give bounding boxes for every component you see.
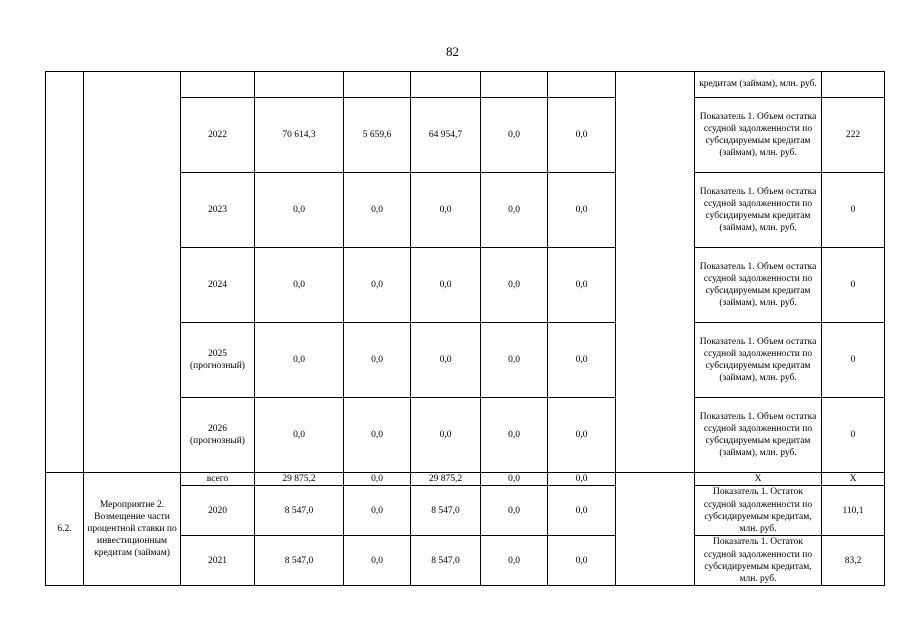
- source2-cell: [411, 72, 481, 98]
- executor-cell: [616, 473, 695, 586]
- indicator-cell: X: [695, 473, 822, 486]
- indicator-cell: Показатель 1. Остаток ссудной задолженности по субсидируемым кредитам, млн. руб.: [695, 536, 822, 586]
- source3-cell: [481, 72, 548, 98]
- source1-cell: 0,0: [344, 173, 411, 248]
- source4-cell: 0,0: [548, 98, 616, 173]
- source1-cell: 0,0: [344, 486, 411, 536]
- source1-cell: [344, 72, 411, 98]
- section-number-cell: 6.2.: [46, 473, 84, 586]
- indicator-cell: Показатель 1. Объем остатка ссудной задолженности по субсидируемым кредитам (займам), млн. руб.: [695, 323, 822, 398]
- indicator-value-cell: 0: [822, 323, 885, 398]
- total-cell: 70 614,3: [255, 98, 344, 173]
- indicator-value-cell: 83,2: [822, 536, 885, 586]
- source3-cell: 0,0: [481, 248, 548, 323]
- indicator-value-cell: 0: [822, 398, 885, 473]
- year-cell: 2020: [181, 486, 255, 536]
- source2-cell: 0,0: [411, 248, 481, 323]
- source4-cell: 0,0: [548, 536, 616, 586]
- executor-cell: [616, 72, 695, 473]
- source4-cell: 0,0: [548, 248, 616, 323]
- indicator-cell: Показатель 1. Объем остатка ссудной задолженности по субсидируемым кредитам (займам), млн. руб.: [695, 398, 822, 473]
- table-row: [46, 72, 885, 98]
- year-cell: 2023: [181, 173, 255, 248]
- indicator-cell: кредитам (займам), млн. руб.: [695, 72, 822, 98]
- total-cell: 0,0: [255, 323, 344, 398]
- source1-cell: 0,0: [344, 473, 411, 486]
- source4-cell: [548, 72, 616, 98]
- indicator-cell: Показатель 1. Остаток ссудной задолженности по субсидируемым кредитам, млн. руб.: [695, 486, 822, 536]
- year-cell: 2026 (прогнозный): [181, 398, 255, 473]
- source2-cell: 0,0: [411, 398, 481, 473]
- total-cell: 0,0: [255, 248, 344, 323]
- indicator-cell: Показатель 1. Объем остатка ссудной задолженности по субсидируемым кредитам (займам), млн. руб.: [695, 173, 822, 248]
- total-cell: 0,0: [255, 398, 344, 473]
- indicator-value-cell: 0: [822, 248, 885, 323]
- source2-cell: 0,0: [411, 173, 481, 248]
- source3-cell: 0,0: [481, 486, 548, 536]
- source4-cell: 0,0: [548, 398, 616, 473]
- indicator-value-cell: [822, 72, 885, 98]
- source3-cell: 0,0: [481, 473, 548, 486]
- indicator-cell: Показатель 1. Объем остатка ссудной задолженности по субсидируемым кредитам (займам), млн. руб.: [695, 248, 822, 323]
- year-cell: всего: [181, 473, 255, 486]
- total-cell: 8 547,0: [255, 536, 344, 586]
- indicator-value-cell: 0: [822, 173, 885, 248]
- source1-cell: 0,0: [344, 248, 411, 323]
- source3-cell: 0,0: [481, 98, 548, 173]
- total-cell: 8 547,0: [255, 486, 344, 536]
- source4-cell: 0,0: [548, 323, 616, 398]
- budget-table: [45, 71, 885, 586]
- source1-cell: 0,0: [344, 536, 411, 586]
- source2-cell: 0,0: [411, 323, 481, 398]
- year-cell: 2024: [181, 248, 255, 323]
- page-number: 82: [446, 44, 459, 59]
- section-name-cell: Мероприятие 2. Возмещение части процентной ставки по инвестиционным кредитам (займам): [84, 473, 181, 586]
- year-cell: [181, 72, 255, 98]
- source3-cell: 0,0: [481, 173, 548, 248]
- source3-cell: 0,0: [481, 536, 548, 586]
- year-cell: 2022: [181, 98, 255, 173]
- source4-cell: 0,0: [548, 473, 616, 486]
- source2-cell: 29 875,2: [411, 473, 481, 486]
- table-row: [46, 473, 885, 486]
- source2-cell: 8 547,0: [411, 536, 481, 586]
- total-cell: 0,0: [255, 173, 344, 248]
- year-cell: 2025 (прогнозный): [181, 323, 255, 398]
- indicator-value-cell: 222: [822, 98, 885, 173]
- year-cell: 2021: [181, 536, 255, 586]
- source3-cell: 0,0: [481, 398, 548, 473]
- indicator-value-cell: 110,1: [822, 486, 885, 536]
- source2-cell: 8 547,0: [411, 486, 481, 536]
- source1-cell: 0,0: [344, 398, 411, 473]
- source4-cell: 0,0: [548, 486, 616, 536]
- source1-cell: 5 659,6: [344, 98, 411, 173]
- total-cell: 29 875,2: [255, 473, 344, 486]
- source3-cell: 0,0: [481, 323, 548, 398]
- indicator-cell: Показатель 1. Объем остатка ссудной задолженности по субсидируемым кредитам (займам), млн. руб.: [695, 98, 822, 173]
- index-cell: [46, 72, 84, 473]
- indicator-value-cell: X: [822, 473, 885, 486]
- source4-cell: 0,0: [548, 173, 616, 248]
- source2-cell: 64 954,7: [411, 98, 481, 173]
- total-cell: [255, 72, 344, 98]
- source1-cell: 0,0: [344, 323, 411, 398]
- name-cell: [84, 72, 181, 473]
